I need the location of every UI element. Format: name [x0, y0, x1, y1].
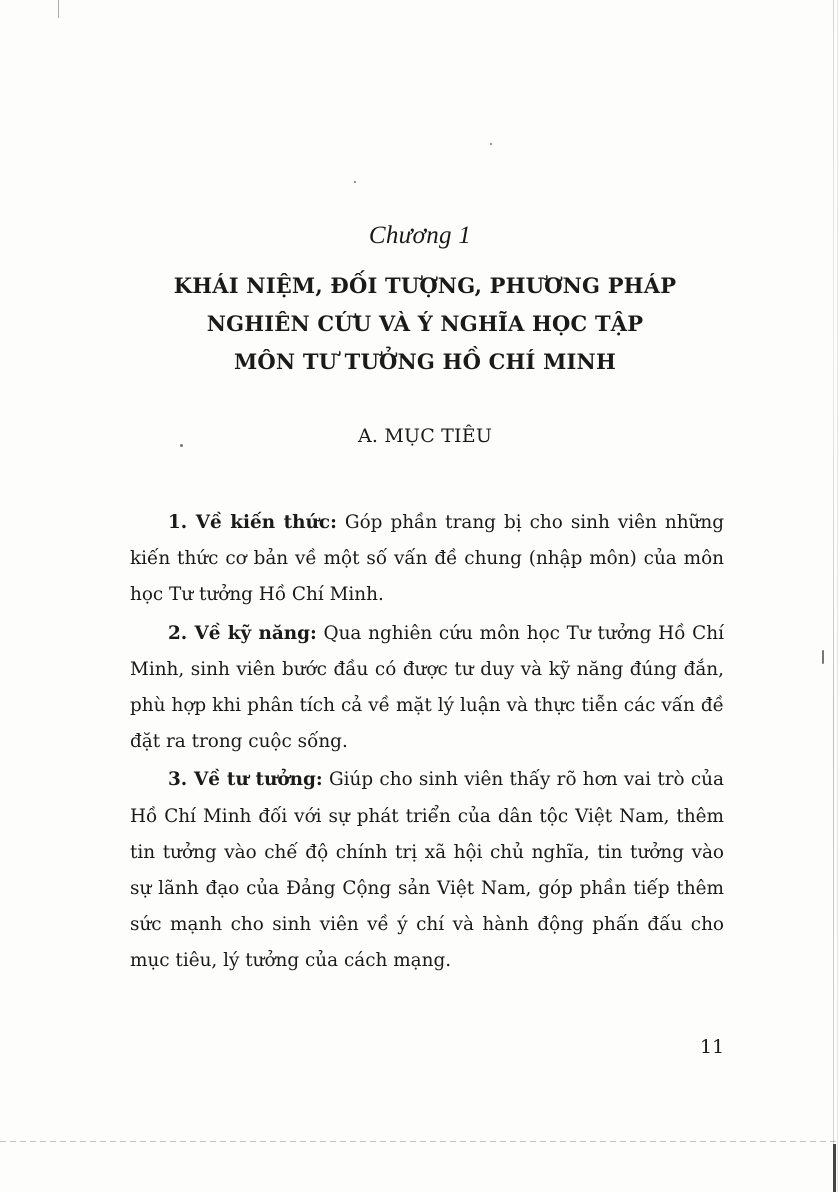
- objective-label: 2. Về kỹ năng:: [168, 622, 317, 644]
- chapter-label: Chương 1: [368, 222, 472, 249]
- objectives-body: [130, 505, 724, 982]
- objective-label: 1. Về kiến thức:: [168, 512, 337, 533]
- objective-text: Giúp cho sinh viên thấy rõ hơn vai trò của Hồ Chí Minh đối với sự phát triển của dân tộc Việt Nam, thêm tin tưởng vào chế độ chính trị xã hội chủ nghĩa, tin tưởng vào sự lãnh đạo của Đảng Cộng sản Việt Nam, góp phần tiếp thêm sức mạnh cho sinh viên về ý chí và hành động phấn đấu cho mục tiêu, lý tưởng của cách mạng.: [130, 769, 724, 972]
- objective-label: 3. Về tư tưởng:: [168, 769, 323, 791]
- page-edge: [833, 0, 834, 1192]
- objective-paragraph: [130, 616, 724, 761]
- objective-text: Qua nghiên cứu môn học Tư tưởng Hồ Chí Minh, sinh viên bước đầu có được tư duy và kỹ năng đúng đắn, phù hợp khi phân tích cả về mặt lý luận và thực tiễn các vấn đề đặt ra trong cuộc sống.: [130, 622, 724, 753]
- page-number: 11: [700, 1036, 725, 1058]
- page-edge-outer: [837, 0, 838, 1192]
- chapter-title-line: KHÁI NIỆM, ĐỐI TƯỢNG, PHƯƠNG PHÁP: [173, 273, 677, 298]
- page-bottom-edge: [0, 1141, 840, 1142]
- chapter-title-line: NGHIÊN CỨU VÀ Ý NGHĨA HỌC TẬP: [206, 311, 644, 336]
- scan-speck: [490, 143, 492, 145]
- objective-paragraph: [130, 505, 724, 614]
- section-heading: A. MỤC TIÊU: [357, 425, 493, 447]
- scan-speck: [822, 650, 824, 664]
- scan-mark: [58, 0, 59, 18]
- chapter-title-line: MÔN TƯ TƯỞNG HỒ CHÍ MINH: [233, 349, 616, 374]
- scan-speck: [354, 181, 356, 183]
- objective-paragraph: [130, 762, 724, 979]
- binding-shadow: [833, 1144, 836, 1192]
- chapter-title: [0, 267, 840, 381]
- objective-text: Góp phần trang bị cho sinh viên những kiến thức cơ bản về một số vấn đề chung (nhập môn) của môn học Tư tưởng Hồ Chí Minh.: [130, 512, 724, 606]
